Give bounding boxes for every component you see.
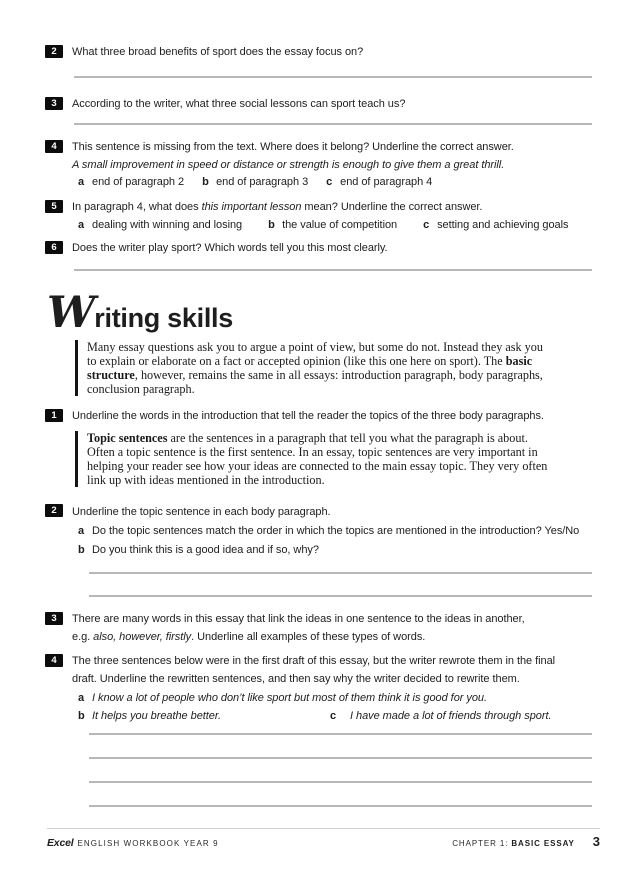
writing-question-3 — [45, 611, 525, 646]
option-letter: b — [202, 176, 209, 188]
question-5 — [45, 199, 594, 234]
sub-letter: a — [78, 525, 85, 537]
sub-text: I know a lot of people who don’t like sport but most of them think it is good for you. — [92, 692, 487, 704]
section-heading — [47, 288, 233, 338]
option-letter: a — [78, 176, 85, 188]
sub-question-b — [78, 541, 579, 560]
option-b — [202, 174, 308, 192]
writing-question-3-text: e.g. also, however, firstly. Underline all examples of these types of words. — [72, 630, 426, 643]
note-line: link up with ideas mentioned in the introduction. — [87, 473, 325, 487]
question-4-options — [78, 174, 514, 192]
question-4 — [45, 139, 514, 192]
sub-sentence-c — [330, 708, 551, 726]
answer-line — [74, 76, 592, 78]
writing-question-2-text: Underline the topic sentence in each body paragraph. — [72, 506, 331, 518]
question-2-text: What three broad benefits of sport does the essay focus on? — [72, 46, 364, 58]
option-letter: b — [268, 218, 275, 231]
footer — [47, 834, 600, 849]
topic-sentences-note — [75, 431, 599, 487]
answer-line — [89, 781, 592, 783]
writing-question-2-number-badge: 2 — [45, 504, 63, 517]
sub-letter: b — [78, 544, 85, 556]
option-c — [423, 217, 568, 235]
writing-question-4 — [45, 653, 555, 725]
question-6-text: Does the writer play sport? Which words tell you this most clearly. — [72, 242, 388, 254]
writing-question-1-number-badge: 1 — [45, 409, 63, 422]
sub-sentence-a — [78, 690, 555, 708]
footer-book-title — [47, 837, 219, 849]
note-line: Often a topic sentence is the first sentence. In an essay, topic sentences are very important in — [87, 445, 538, 459]
heading-text: riting skills — [94, 303, 233, 333]
sub-text: It helps you breathe better. — [92, 709, 222, 722]
answer-line — [89, 733, 592, 735]
sub-sentence-b — [78, 708, 330, 726]
writing-question-1 — [45, 408, 544, 426]
option-a — [78, 217, 242, 235]
chapter-title: BASIC ESSAY — [511, 839, 575, 848]
option-text: end of paragraph 3 — [216, 176, 309, 188]
question-4-text: This sentence is missing from the text. Where does it belong? Underline the correct answer. — [72, 141, 514, 153]
question-3 — [45, 96, 405, 114]
writing-question-2 — [45, 503, 579, 560]
question-3-text: According to the writer, what three social lessons can sport teach us? — [72, 98, 406, 110]
page-number: 3 — [592, 834, 600, 849]
sub-letter: a — [78, 692, 85, 704]
writing-question-4-number-badge: 4 — [45, 654, 63, 667]
answer-line — [89, 572, 592, 574]
answer-line — [89, 805, 592, 807]
chapter-prefix: CHAPTER 1: — [452, 839, 509, 848]
writing-question-3-number-badge: 3 — [45, 612, 63, 625]
question-3-number-badge: 3 — [45, 97, 63, 110]
writing-question-4-text: The three sentences below were in the first draft of this essay, but the writer rewrote them in the final — [72, 655, 556, 667]
note-line: helping your reader see how your ideas are connected to the main essay topic. They very often — [87, 459, 548, 473]
note-line: to explain or elaborate on a fact or accepted opinion (like this one here on sport). The basic — [87, 354, 533, 368]
option-text: setting and achieving goals — [437, 218, 569, 231]
footer-chapter-info — [452, 834, 600, 849]
series-title: ENGLISH WORKBOOK YEAR 9 — [77, 839, 219, 848]
footer-rule — [47, 828, 600, 829]
question-5-number-badge: 5 — [45, 200, 63, 213]
note-line: Topic sentences are the sentences in a paragraph that tell you what the paragraph is about. — [87, 431, 528, 445]
writing-question-3-text: There are many words in this essay that link the ideas in one sentence to the ideas in another, — [72, 613, 525, 625]
writing-question-1-text: Underline the words in the introduction that tell the reader the topics of the three body paragraphs. — [72, 410, 544, 422]
answer-line — [89, 757, 592, 759]
sub-text: Do you think this is a good idea and if so, why? — [92, 544, 319, 556]
sub-sentence-bc-row — [78, 708, 555, 726]
question-5-text: In paragraph 4, what does this important lesson mean? Underline the correct answer. — [72, 201, 483, 213]
option-c — [326, 174, 432, 192]
option-text: the value of competition — [282, 218, 398, 231]
answer-line — [89, 595, 592, 597]
note-line: conclusion paragraph. — [87, 382, 195, 396]
writing-question-4-text: draft. Underline the rewritten sentences, and then say why the writer decided to rewrite them. — [72, 672, 520, 685]
answer-line — [74, 123, 592, 125]
option-text: end of paragraph 2 — [92, 176, 185, 188]
sub-letter: b — [78, 709, 85, 722]
sub-question-a — [78, 522, 579, 541]
option-letter: c — [423, 218, 430, 231]
question-5-options — [78, 217, 594, 235]
note-line: structure, however, remains the same in all essays: introduction paragraph, body paragraphs, — [87, 368, 543, 382]
note-line: Many essay questions ask you to argue a point of view, but some do not. Instead they ask you — [87, 340, 543, 354]
option-a — [78, 174, 184, 192]
brand-logo: Excel — [47, 837, 74, 849]
emphasized-phrase: this important lesson — [201, 201, 302, 213]
option-letter: c — [326, 176, 333, 188]
question-6-number-badge: 6 — [45, 241, 63, 254]
essay-structure-note — [75, 340, 599, 396]
question-2-number-badge: 2 — [45, 45, 63, 58]
option-text: dealing with winning and losing — [92, 218, 243, 231]
question-6 — [45, 240, 388, 258]
question-2 — [45, 44, 363, 62]
option-letter: a — [78, 218, 85, 231]
heading-initial-cap: W — [47, 288, 95, 338]
sub-letter: c — [330, 709, 337, 722]
question-4-quoted-sentence: A small improvement in speed or distance or strength is enough to give them a great thrill. — [72, 158, 505, 171]
option-b — [268, 217, 397, 235]
answer-line — [74, 269, 592, 271]
sub-text: Do the topic sentences match the order in which the topics are mentioned in the introduction? Yes/No — [92, 525, 580, 537]
example-words: also, however, firstly — [93, 630, 192, 643]
question-4-number-badge: 4 — [45, 140, 63, 153]
option-text: end of paragraph 4 — [340, 176, 433, 188]
sub-text: I have made a lot of friends through sport. — [350, 709, 552, 722]
